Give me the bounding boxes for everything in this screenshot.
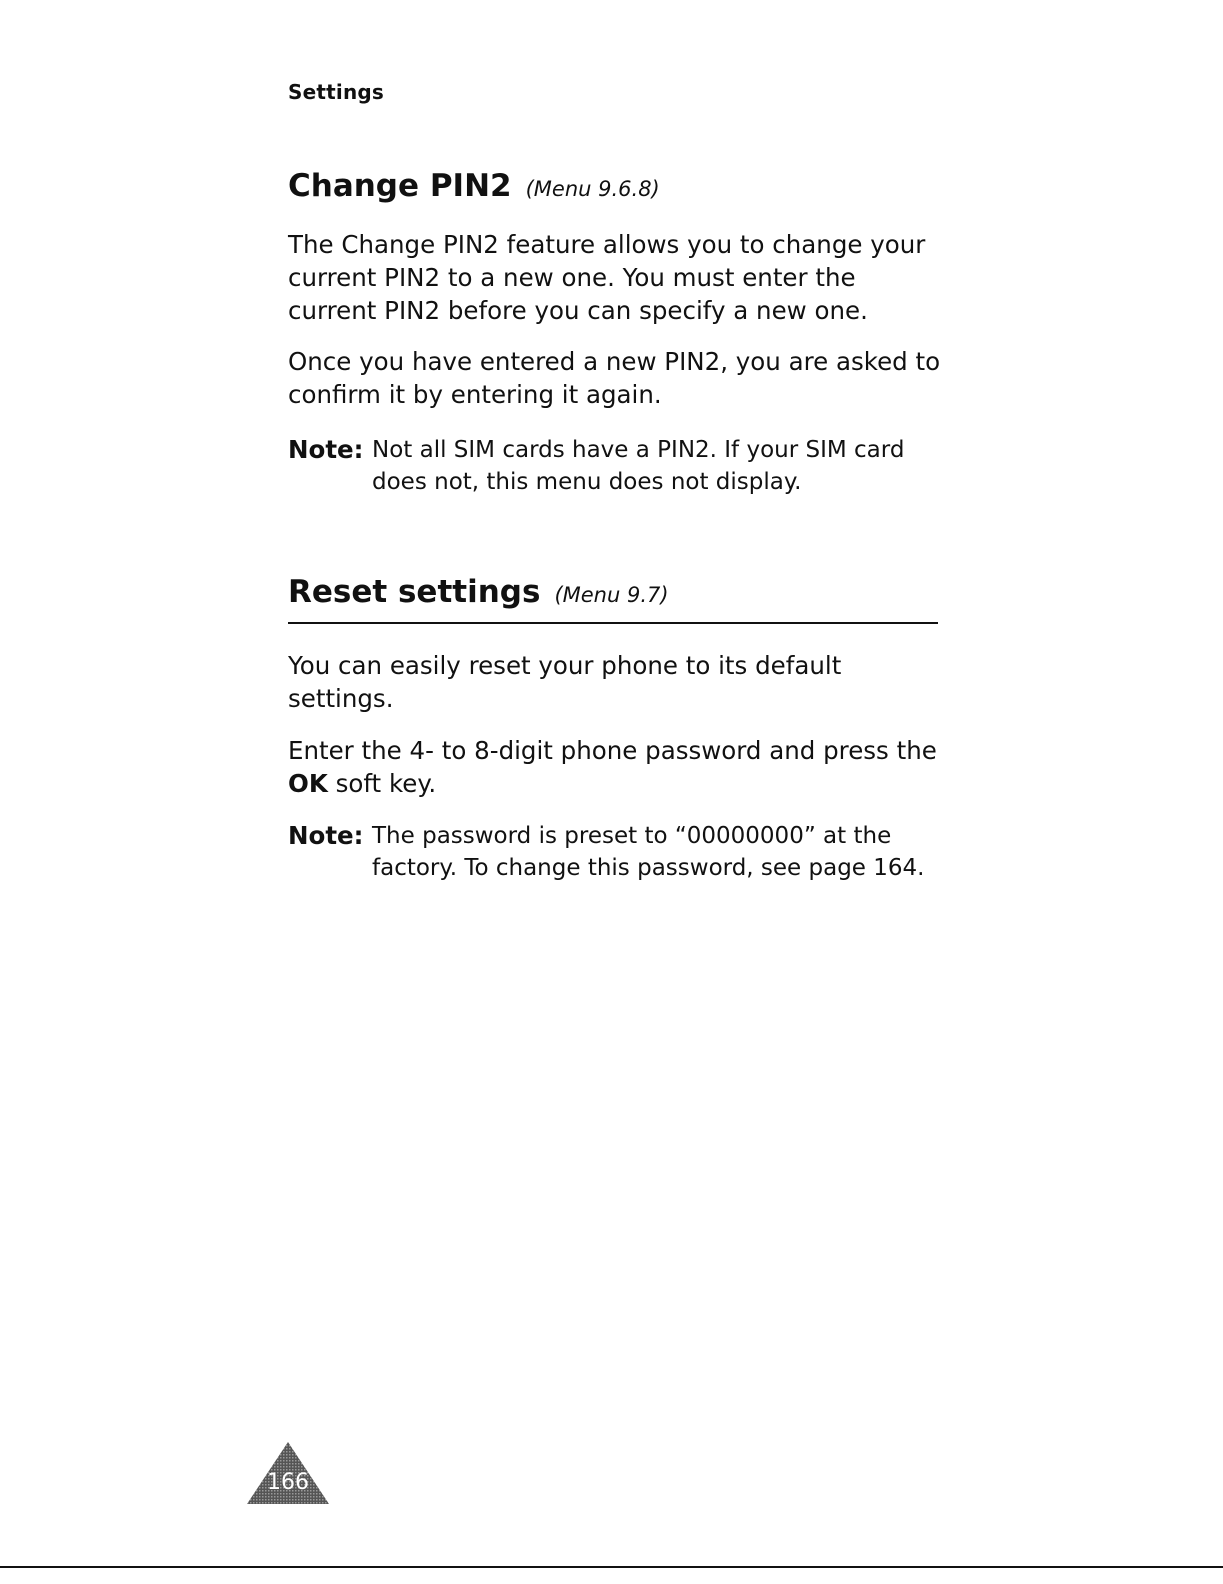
reset-settings-menu-ref: (Menu 9.7)	[554, 583, 669, 607]
reset-settings-heading	[288, 574, 669, 610]
note-label: Note:	[288, 821, 364, 850]
change-pin2-note	[288, 434, 948, 498]
change-pin2-paragraph-1: The Change PIN2 feature allows you to change your current PIN2 to a new one. You must enter the current PIN2 before you can specify a new one.	[288, 230, 926, 325]
heading-underline	[288, 622, 938, 624]
note-text: The password is preset to “00000000” at the factory. To change this password, see page 164.	[372, 823, 925, 881]
bottom-border	[0, 1566, 1223, 1568]
change-pin2-menu-ref: (Menu 9.6.8)	[525, 177, 660, 201]
reset-settings-paragraph-2: Enter the 4- to 8-digit phone password and press the OK soft key.	[288, 736, 937, 798]
change-pin2-heading	[288, 168, 660, 204]
ok-key-label: OK	[288, 769, 328, 798]
change-pin2-paragraph-2: Once you have entered a new PIN2, you are asked to confirm it by entering it again.	[288, 347, 941, 409]
reset-settings-paragraph-1: You can easily reset your phone to its default settings.	[288, 651, 842, 713]
reset-settings-note	[288, 820, 948, 884]
running-header: Settings	[288, 80, 385, 104]
note-label: Note:	[288, 435, 364, 464]
reset-settings-title: Reset settings	[288, 574, 541, 610]
note-text: Not all SIM cards have a PIN2. If your SIM card does not, this menu does not display.	[372, 437, 905, 495]
change-pin2-title: Change PIN2	[288, 168, 512, 204]
page-number: 166	[267, 1470, 309, 1495]
